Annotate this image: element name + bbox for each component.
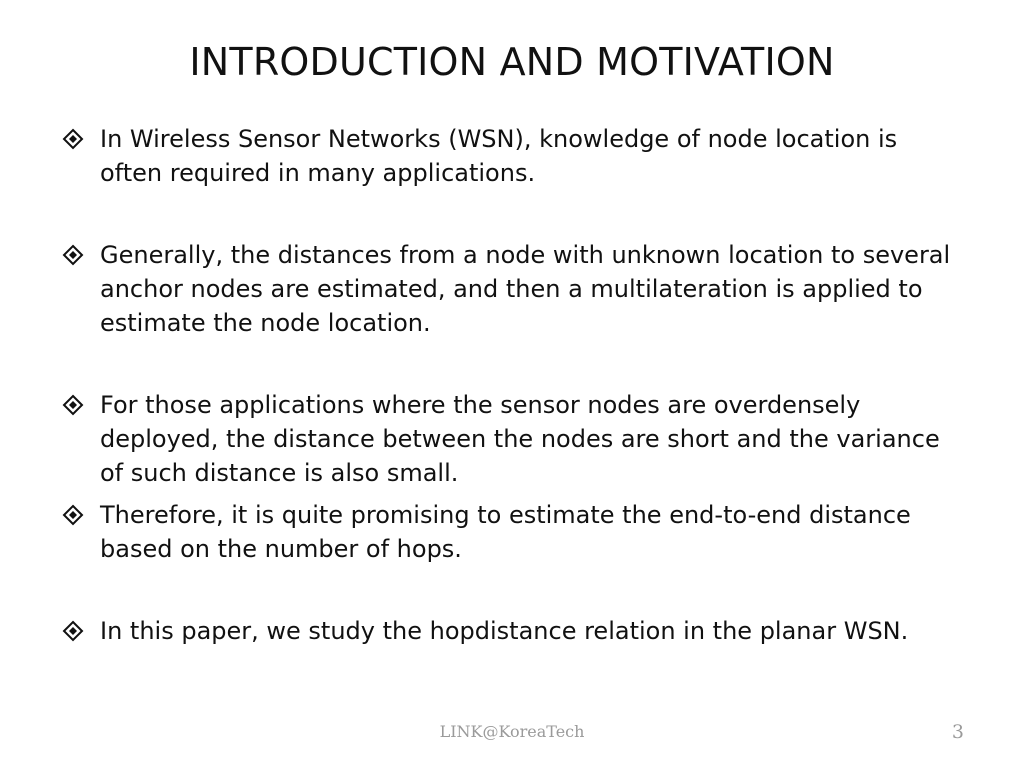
bullet-text: In this paper, we study the hopdistance relation in the planar WSN. [100,617,909,645]
page-number: 3 [951,721,964,743]
bullet-text: Generally, the distances from a node with unknown location to several anchor nodes are estimated, and then a multilateration is applied to estimate the node location. [100,241,951,337]
bullet-list [62,122,962,648]
diamond-bullet-icon [62,122,100,156]
slide-title: INTRODUCTION AND MOTIVATION [189,40,835,84]
bullet-item [62,122,962,190]
bullet-item [62,614,962,648]
diamond-bullet-icon [62,614,100,648]
bullet-item [62,498,962,566]
bullet-item [62,388,962,490]
diamond-bullet-icon [62,498,100,532]
bullet-text: Therefore, it is quite promising to estimate the end-to-end distance based on the number of hops. [100,501,911,563]
bullet-text: For those applications where the sensor nodes are overdensely deployed, the distance between the nodes are short and the variance of such distance is also small. [100,391,940,487]
diamond-bullet-icon [62,238,100,272]
bullet-text: In Wireless Sensor Networks (WSN), knowledge of node location is often required in many applications. [100,125,898,187]
footer-label: LINK@KoreaTech [439,722,585,741]
bullet-item [62,238,962,340]
diamond-bullet-icon [62,388,100,422]
